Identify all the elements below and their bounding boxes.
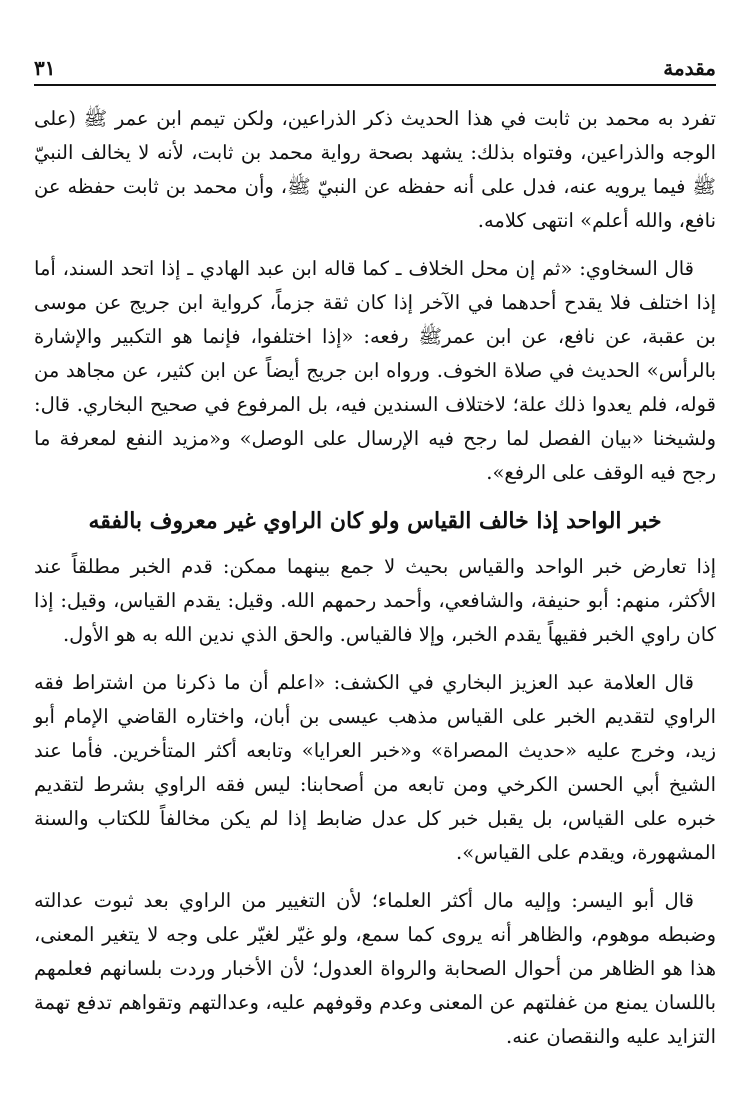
paragraph: قال العلامة عبد العزيز البخاري في الكشف: «اعلم أن ما ذكرنا من اشتراط فقه الراوي لتقديم الخبر على القياس مذهب عيسى بن أبان، واختاره القاضي الإمام أبو زيد، وخرج عليه «حديث المصراة» و«خبر العرايا» وتابعه أكثر المتأخرين. فأما عند الشيخ أبي الحسن الكرخي ومن تابعه من أصحابنا: ليس فقه الراوي بشرط لتقديم خبره على القياس، بل يقبل خبر كل عدل ضابط إذا لم يكن مخالفاً للكتاب والسنة المشهورة، ويقدم على القياس». (34, 671, 716, 864)
paragraph: قال أبو اليسر: وإليه مال أكثر العلماء؛ لأن التغيير من الراوي بعد ثبوت عدالته وضبطه موهوم، والظاهر أنه يروى كما سمع، ولو غيّر لغيّر على وجه لا يتغير المعنى، هذا هو الظاهر من أحوال الصحابة والرواة العدول؛ لأن الأخبار وردت بلسانهم فعلمهم باللسان يمنع من غفلتهم عن المعنى وعدم وقوفهم عليه، وعدالتهم وتقواهم تدفع تهمة التزايد عليه والنقصان عنه. (34, 889, 716, 1048)
paragraph: تفرد به محمد بن ثابت في هذا الحديث ذكر الذراعين، ولكن تيمم ابن عمر ﷺ (على الوجه والذراعين، وفتواه بذلك: يشهد بصحة رواية محمد بن ثابت، لأنه لا يخالف النبيّ ﷺ فيما يرويه عنه، فدل على أنه حفظه عن النبيّ ﷺ، وأن محمد بن ثابت حفظه عن نافع، والله أعلم» انتهى كلامه. (34, 107, 716, 232)
section-heading: خبر الواحد إذا خالف القياس ولو كان الراوي غير معروف بالفقه (88, 508, 662, 534)
page-header (34, 52, 716, 80)
paragraph: إذا تعارض خبر الواحد والقياس بحيث لا جمع بينهما ممكن: قدم الخبر مطلقاً عند الأكثر، منهم: أبو حنيفة، والشافعي، وأحمد رحمهم الله. وقيل: يقدم القياس، وقيل: إذا كان راوي الخبر فقيهاً يقدم الخبر، وإلا فالقياس. والحق الذي ندين الله به هو الأول. (34, 555, 716, 646)
running-title: مقدمة (663, 56, 716, 80)
page-number: ٣١ (34, 56, 56, 80)
paragraph: قال السخاوي: «ثم إن محل الخلاف ـ كما قاله ابن عبد الهادي ـ إذا اتحد السند، أما إذا اختلف فلا يقدح أحدهما في الآخر إذا كان ثقة جزماً، كرواية ابن جريج عن موسى بن عقبة، عن نافع، عن ابن عمرﷺ رفعه: «إذا اختلفوا، فإنما هو التكبير والإشارة بالرأس» الحديث في صلاة الخوف. ورواه ابن جريج أيضاً عن ابن كثير، عن مجاهد من قوله، فلم يعدوا ذلك علة؛ لاختلاف السندين فيه، بل المرفوع في صحيح البخاري. قال: ولشيخنا «بيان الفصل لما رجح فيه الإرسال على الوصل» و«مزيد النفع لمعرفة ما رجح فيه الوقف على الرفع». (34, 257, 716, 484)
page-body (34, 102, 716, 1068)
header-rule (34, 84, 716, 86)
